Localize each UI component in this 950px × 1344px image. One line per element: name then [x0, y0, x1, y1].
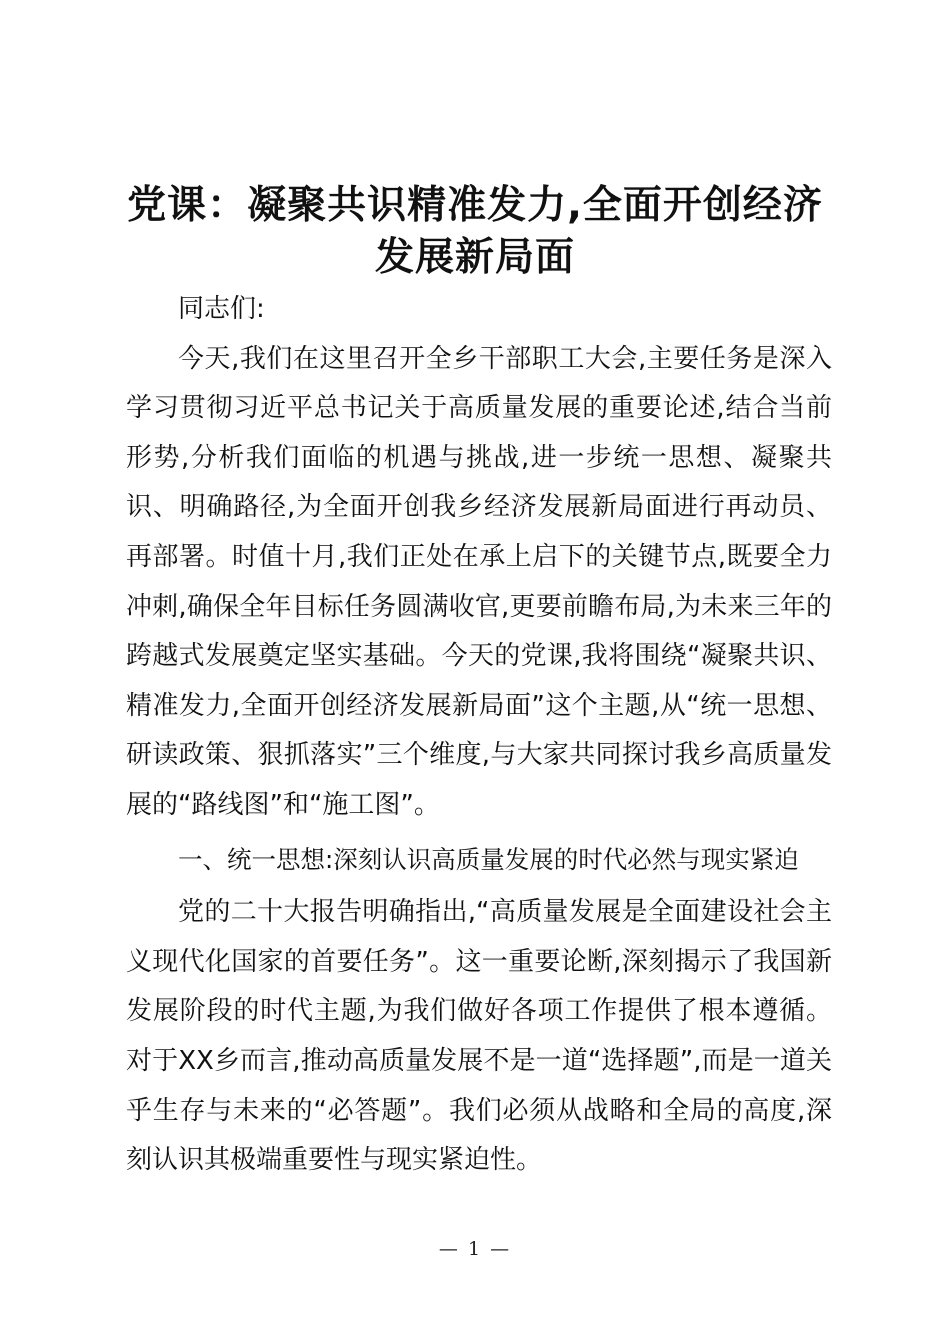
document-title: 党课：凝聚共识精准发力,全面开创经济发展新局面	[127, 183, 823, 280]
paragraph-intro: 今天,我们在这里召开全乡干部职工大会,主要任务是深入学习贯彻习近平总书记关于高质量发展的重要论述,结合当前形势,分析我们面临的机遇与挑战,进一步统一思想、凝聚共识、明确路径,为全面开创我乡经济发展新局面进行再动员、再部署。时值十月,我们正处在承上启下的关键节点,既要全力冲刺,确保全年目标任务圆满收官,更要前瞻布局,为未来三年的跨越式发展奠定坚实基础。今天的党课,我将围绕“凝聚共识、精准发力,全面开创经济发展新局面”这个主题,从“统一思想、研读政策、狠抓落实”三个维度,与大家共同探讨我乡高质量发展的“路线图”和“施工图”。	[126, 343, 832, 820]
paragraph-section-1: 党的二十大报告明确指出,“高质量发展是全面建设社会主义现代化国家的首要任务”。这一重要论断,深刻揭示了我国新发展阶段的时代主题,为我们做好各项工作提供了根本遵循。对于XX乡而言,推动高质量发展不是一道“选择题”,而是一道关乎生存与未来的“必答题”。我们必须从战略和全局的高度,深刻认识其极端重要性与现实紧迫性。	[126, 897, 832, 1176]
salutation: 同志们:	[178, 294, 265, 324]
document-body	[126, 285, 832, 1186]
section-heading: 一、统一思想:深刻认识高质量发展的时代必然与现实紧迫	[178, 844, 799, 874]
page-number: — 1 —	[438, 1238, 512, 1260]
